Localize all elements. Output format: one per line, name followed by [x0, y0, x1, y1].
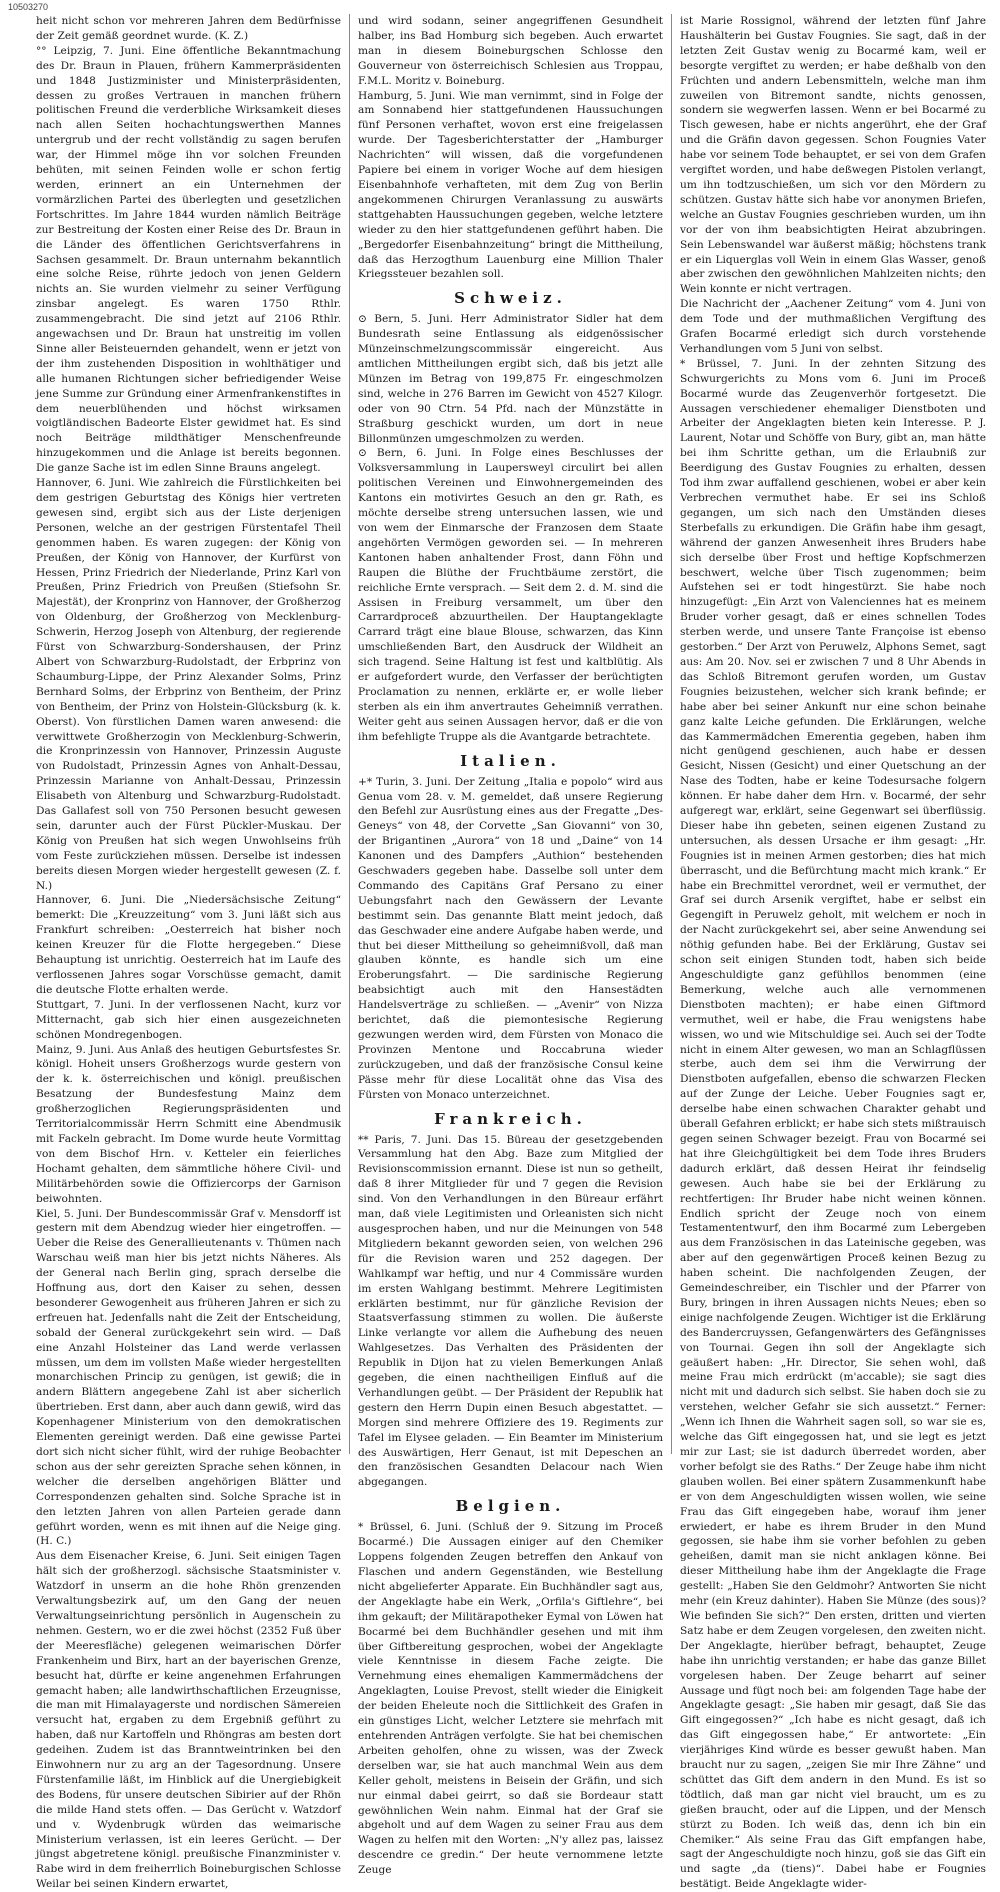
article-paragraph: °° Leipzig, 7. Juni. Eine öffentliche Bekanntmachung des Dr. Braun in Plauen, frühern Kammerpräsidenten und 1848 Justizminister und Ministerpräsidenten, dessen zu großes Vertrauen in manchen frühern politischen Freund die verderbliche Wirksamkeit dieses nach allen Seiten hochachtungswerthen Mannes untergrub und der recht vollständig zu sagen berufen war, der Himmel möge ihn vor solchen Freunden behüten, mit seinen Feinden wolle er schon fertig werden, erinnert an ein Unternehmen der vormärzlichen Partei des überlegten und gesetzlichen Fortschrittes. Im Jahre 1844 wurden nämlich Beiträge zur Bestreitung der Kosten einer Reise des Dr. Braun in die Länder des öffentlichen Gerichtsverfahrens in Sachsen gesammelt. Dr. Braun unternahm bekanntlich eine solche Reise, rührte jedoch von jenen Geldern nichts an. Sie wurden vielmehr zu seiner Verfügung zinsbar angelegt. Es waren 1750 Rthlr. zusammengebracht. Die sind jetzt auf 2106 Rthlr. angewachsen und Dr. Braun hat unstreitig im vollen Sinne aller Beisteuernden gehandelt, wenn er jetzt von der ihm zustehenden Disposition in wohlthätiger und alle humanen Richtungen sicher befriedigender Weise jene Summe zur Gründung einer Armenfrankenstiftes in dem neuerblühenden und höchst wirksamen voigtländischen Badeorte Elster gewidmet hat. Es sind noch Beiträge mildthätiger Menschenfreunde hinzugekommen und die Anlage ist bereits begonnen. Die ganze Sache ist im edlen Sinne Brauns angelegt.: [36, 44, 341, 475]
article-paragraph: Hamburg, 5. Juni. Wie man vernimmt, sind in Folge der am Sonnabend hier stattgefundenen Haussuchungen fünf Personen verhaftet, wovon erst eine freigelassen wurde. Der Tagesberichterstatter der „Hamburger Nachrichten“ will wissen, daß die vorgefundenen Papiere bei einem in voriger Woche auf dem hiesigen Eisenbahnhofe verhafteten, mit dem Zug von Berlin angekommenen Chirurgen Veranlassung zu auswärts stattgehabten Haussuchungen gegeben, welche letztere wieder zu den hier stattgefundenen geführt haben. Die „Bergedorfer Eisenbahnzeitung“ bringt die Mittheilung, daß das Herzogthum Lauenburg eine Million Thaler Kriegssteuer bezahlen soll.: [358, 89, 663, 281]
article-paragraph: Hannover, 6. Juni. Wie zahlreich die Fürstlichkeiten bei dem gestrigen Geburtstag des Königs hier vertreten gewesen sind, ergibt sich aus der Liste derjenigen Personen, welche an der gestrigen Fürstentafel Theil genommen haben. Es waren zugegen: der König von Preußen, der König von Hannover, der Kurfürst von Hessen, Prinz Friedrich der Niederlande, Prinz Karl von Preußen, Prinz Friedrich von Preußen (Stiefsohn Sr. Majestät), der Kronprinz von Hannover, der Großherzog von Oldenburg, der Großherzog von Mecklenburg-Schwerin, Herzog Joseph von Altenburg, der regierende Fürst von Schwarzburg-Sondershausen, der Prinz Albert von Schwarzburg-Rudolstadt, der Erbprinz von Schaumburg-Lippe, der Prinz Alexander Solms, Prinz Bernhard Solms, der Erbprinz von Bentheim, der Prinz von Bentheim, der Prinz von Holstein-Glücksburg (k. k. Oberst). Von fürstlichen Damen waren anwesend: die verwittwete Großherzogin von Mecklenburg-Schwerin, die Kronprinzessin von Hannover, Prinzessin Auguste von Rudolstadt, Prinzessin Agnes von Anhalt-Dessau, Prinzessin Marianne von Anhalt-Dessau, Prinzessin Elisabeth von Altenburg und Schwarzburg-Rudolstadt. Das Gallafest soll von 750 Personen besucht gewesen sein, darunter auch der Fürst Pückler-Muskau. Der König von Preußen hat sich wegen Unwohlseins früh vom Feste zurückziehen müssen. Derselbe ist indessen bereits diesen Morgen wieder hergestellt gewesen (Z. f. N.): [36, 477, 341, 892]
section-heading: Belgien.: [455, 1497, 566, 1516]
article-paragraph: Aus dem Eisenacher Kreise, 6. Juni. Seit einigen Tagen hält sich der großherzogl. sächsische Staatsminister v. Watzdorf in unserm an die hohe Rhön grenzenden Verwaltungsbezirk auf, um den Gang der neuen Verwaltungseinrichtung persönlich in Augenschein zu nehmen. Gestern, wo er die zwei höchst (2352 Fuß über der Meeresfläche) gelegenen weimarischen Dörfer Frankenheim und Birx, hart an der bayerischen Grenze, besucht hat, dürfte er keine angenehmen Erfahrungen gemacht haben; alle landwirthschaftlichen Erzeugnisse, die man mit Himalayagerste und nordischen Sämereien versucht hat, ergaben zu dem Ergebniß geführt zu haben, daß nur Kartoffeln und Rhöngras am besten dort gedeihen. Zudem ist das Branntweintrinken bei den Einwohnern nur zu arg an der Tagesordnung. Unsere Fürstenfamilie läßt, im Hinblick auf die Unergiebigkeit des Bodens, für unsere deutschen Sibirier auf der Rhön die milde Hand stets offen. — Das Gerücht v. Watzdorf und v. Wydenbrugk würden das weimarische Ministerium verlassen, ist ein leeres Gerücht. — Der jüngst abgetretene königl. preußische Finanzminister v. Rabe wird in dem freiherrlich Boineburgischen Schlosse Weilar bei seinen Kindern erwartet,: [36, 1550, 341, 1891]
column-1: [28, 14, 350, 1891]
newspaper-columns: [28, 14, 994, 1891]
article-paragraph: ist Marie Rossignol, während der letzten fünf Jahre Haushälterin bei Gustav Fougnies. Sie sagt, daß in der letzten Zeit Gustav wenig zu Bocarmé kam, weil er besorgte vergiftet zu werden; er habe deßhalb von den Früchten und andern Lebensmitteln, welche man ihm zuweilen von Bitremont sandte, nichts genossen, sondern sie wegwerfen lassen. Wenn er bei Bocarmé zu Tisch gewesen, habe er nichts angerührt, ehe der Graf und die Gräfin davon gegessen. Schon Fougnies Vater habe vor seinem Tode behauptet, er sei von dem Grafen vergiftet worden, und habe deßwegen Pistolen verlangt, um ihn todtzuschießen, um sich vor den Mördern zu schützen. Gustav hätte sich habe vor anonymen Briefen, welche an Gustav Fougnies geschrieben wurden, um ihn vor der von ihm beabsichtigten Heirat abzubringen. Sein Lebenswandel war äußerst mäßig; höchstens trank er ein Liquerglas voll Wein in einem Glas Wasser, genoß aber zwischen den gewöhnlichen Mahlzeiten nichts; den Wein konnte er nicht vertragen.: [680, 15, 986, 296]
article-paragraph: +* Turin, 3. Juni. Der Zeitung „Italia e popolo“ wird aus Genua vom 28. v. M. gemeldet, daß unsere Regierung den Befehl zur Ausrüstung eines aus der Fregatte „Des-Geneys“ von 48, der Corvette „San Giovanni“ von 30, der Brigantinen „Aurora“ von 18 und „Daine“ von 14 Kanonen und des Dampfers „Authion“ bestehenden Geschwaders gegeben habe. Dasselbe soll unter dem Commando des Capitäns Graf Persano zu einer Uebungsfahrt nach den Gewässern der Levante bestimmt sein. Das genannte Blatt meint jedoch, daß das Geschwader eine andere Aufgabe haben werde, und thut bei dieser Mittheilung so geheimnißvoll, daß man glauben könnte, es handle sich um eine Eroberungsfahrt. — Die sardinische Regierung beabsichtigt auch mit den Hansestädten Handelsverträge zu schließen. — „Avenir“ von Nizza berichtet, daß die piemontesische Regierung gezwungen werden wird, dem Fürsten von Monaco die Provinzen Mentone und Roccabruna wieder zurückzugeben, und daß der französische Consul keine Pässe mehr für diese Localität ohne das Visa des Fürsten von Monaco unterzeichnet.: [358, 775, 663, 1101]
column-3: [672, 14, 994, 1891]
article-paragraph: Die Nachricht der „Aachener Zeitung“ vom 4. Juni von dem Tode und der muthmaßlichen Vergiftung des Grafen Bocarmé erledigt sich durch vorstehende Verhandlungen vom 5 Juni von selbst.: [680, 298, 986, 355]
article-paragraph: Kiel, 5. Juni. Der Bundescommissär Graf v. Mensdorff ist gestern mit dem Abendzug wieder hier eingetroffen. — Ueber die Reise des Generallieutenants v. Thümen nach Warschau weiß man hier bis jetzt nichts Näheres. Als der General nach Berlin ging, sprach derselbe die Hoffnung aus, dort den Kaiser zu sehen, dessen besonderer Gewogenheit aus früheren Jahren er sich zu erfreuen hat. Jedenfalls naht die Zeit der Entscheidung, sobald der General zurückgekehrt sein wird. — Daß eine Anzahl Holsteiner das Land werde verlassen müssen, um dem im vollsten Maße wieder hergestellten monarchischen Princip zu genügen, ist gewiß; die in andern Blättern angegebene Zahl ist aber sicherlich übertrieben. Erst dann, aber auch dann gewiß, wird das Kopenhagener Ministerium von den demokratischen Elementen gereinigt werden. Daß eine gewisse Partei dort sich nicht sicher fühlt, wird der ruhige Beobachter schon aus der sehr gereizten Sprache sehen können, in welcher die derselben angehörigen Blätter und Correspondenzen gehalten sind. Solche Sprache ist in den letzten Jahren von allen Parteien gerade dann geführt worden, wenn es mit ihnen auf die Neige ging. (H. C.): [36, 1207, 341, 1548]
section-heading: Frankreich.: [434, 1109, 587, 1128]
section-heading: Italien.: [460, 751, 561, 770]
article-paragraph: heit nicht schon vor mehreren Jahren dem Bedürfnisse der Zeit gemäß geordnet wurde. (K. Z.): [36, 15, 341, 42]
page-number: 10503270: [8, 2, 49, 12]
article-paragraph: ⊙ Bern, 5. Juni. Herr Administrator Sidler hat dem Bundesrath seine Entlassung als eidgenössischer Münzeinschmelzungscommissär eingereicht. Aus amtlichen Mittheilungen ergibt sich, daß bis jetzt alle Münzen im Betrag von 199,875 Fr. eingeschmolzen sind, welche in 276 Barren im Gewicht von 4527 Kilogr. oder von 90 Ctrn. 54 Pfd. nach der Münzstätte in Straßburg geschickt wurden, um dort in neue Billonmünzen umgeschmolzen zu werden.: [358, 313, 663, 445]
article-paragraph: Mainz, 9. Juni. Aus Anlaß des heutigen Geburtsfestes Sr. königl. Hoheit unsers Großherzogs wurde gestern von der k. k. österreichischen und königl. preußischen Besatzung der Bundesfestung Mainz dem großherzoglichen Regierungspräsidenten und Territorialcommissär Herrn Schmitt eine Abendmusik mit Fackeln gebracht. Im Dome wurde heute Vormittag von dem Bischof Hrn. v. Ketteler ein feierliches Hochamt gehalten, dem sämmtliche höhere Civil- und Militärbehörden sowie die Offiziercorps der Garnison beiwohnten.: [36, 1043, 341, 1205]
article-paragraph: und wird sodann, seiner angegriffenen Gesundheit halber, ins Bad Homburg sich begeben. Auch erwartet man in diesem Boineburgschen Schlosse den Gouverneur von österreichisch Schlesien aus Troppau, F.M.L. Moritz v. Boineburg.: [358, 15, 663, 87]
section-heading: Schweiz.: [454, 289, 567, 308]
article-paragraph: * Brüssel, 6. Juni. (Schluß der 9. Sitzung im Proceß Bocarmé.) Die Aussagen einiger auf den Chemiker Loppens folgenden Zeugen betreffen den Ankauf von Flaschen und andern Gegenständen, wie Bestellung nicht abgelieferter Apparate. Ein Buchhändler sagt aus, der Angeklagte habe ein Werk, „Orfila's Giftlehre“, bei ihm gekauft; der Militärapotheker Eymal von Löwen hat Bocarmé bei dem Buchhändler gesehen und mit ihm über Giftbereitung gesprochen, wobei der Angeklagte viele Kenntnisse in diesem Fache zeigte. Die Vernehmung eines ehemaligen Kammermädchens der Angeklagten, Louise Prevost, stellt wieder die Einigkeit der beiden Eheleute noch die Sittlichkeit des Grafen in ein günstiges Licht, welcher Letztere sie mehrfach mit entehrenden Anträgen verfolgte. Sie hat bei chemischen Arbeiten geholfen, ohne zu wissen, was der Zweck derselben war, sie hat auch manchmal Wein aus dem Keller geholt, meistens in Beisein der Gräfin, und sich nur einmal dabei geirrt, so daß sie Bordeaur statt gewöhnlichen Wein nahm. Einmal hat der Graf sie abgeholt und auf dem Wagen zu seiner Frau aus dem Wagen zu helfen mit den Worten: „N'y allez pas, laissez descendre ce gredin.“ Der heute vernommene letzte Zeuge: [358, 1521, 663, 1877]
article-paragraph: * Brüssel, 7. Juni. In der zehnten Sitzung des Schwurgerichts zu Mons vom 6. Juni im Proceß Bocarmé wurde das Zeugenverhör fortgesetzt. Die Aussagen verschiedener ehemaliger Dienstboten und Arbeiter der Angeklagten bieten kein Interesse. P. J. Laurent, Notar und Schöffe von Bury, gibt an, man hätte bei ihm Schritte gethan, um die Erlaubniß zur Beerdigung des Gustav Fougnies zu erhalten, dessen Tod ihm zwar auffallend geschienen, wobei er aber kein Verbrechen vermuthet habe. Er sei ins Schloß gegangen, um sich nach den Umständen dieses Sterbefalls zu erkundigen. Die Gräfin habe ihm gesagt, während der ganzen Anwesenheit ihres Bruders habe sich derselbe über Frost und heftige Kopfschmerzen beschwert, welche über Tisch zugenommen; beim Aufstehen sei er todt hingestürzt. Sie habe noch hinzugefügt: „Ein Arzt von Valenciennes hat es meinem Bruder vorher gesagt, daß er eines schnellen Todes sterben werde, und unsere Tante Françoise ist ebenso gestorben.“ Der Arzt von Peruwelz, Alphons Semet, sagt aus: Am 20. Nov. sei er zwischen 7 und 8 Uhr Abends in das Schloß Bitremont gerufen worden, um Gustav Fougnies beizustehen, welcher sich krank befinde; er habe aber bei seiner Ankunft nur eine schon beinahe ganz kalte Leiche gefunden. Die Erklärungen, welche das Kammermädchen Emerentia gegeben, haben ihm nicht genügend geschienen, auch habe er dessen Gesicht, Nissen (Gesicht) und einer Quetschung an der Nase des Todten, habe er keine Todesursache folgern können. Er habe daher dem Hrn. v. Bocarmé, der sehr aufgeregt war, erklärt, seine Gegenwart sei überflüssig. Dieser habe ihn gebeten, seinen eigenen Zustand zu untersuchen, als dessen Ursache er ihm gesagt: „Hr. Fougnies ist in meinen Armen gestorben; dies hat mich überrascht, und die Befürchtung macht mich krank.“ Er habe ein Brechmittel verordnet, weil er vermuthet, der Graf sei durch Arsenik vergiftet, habe er selbst ein Gegengift in Peruwelz geholt, mit welchem er noch in der Nacht zurückgekehrt sei, aber seine Anwendung sei nöthig gefunden habe. Bei der Erklärung, Gustav sei schon seit einigen Stunden todt, haben sich beide Angeschuldigte ganz gefühllos benommen (eine Bemerkung, welche auch alle vernommenen Dienstboten machten); er habe einen Giftmord vermuthet, weil er habe, die Frau wenigstens habe wissen, wo und wie Mitschuldige sei. Auch sei der Todte nicht in einem Alter gewesen, wo man an Schlagflüssen sterbe, auch dem sei ihm die Verwirrung der Dienstboten aufgefallen, ebenso die schwarzen Flecken auf der Zunge der Leiche. Ueber Fougnies sagt er, derselbe habe einen schwachen Charakter gehabt und überall Gefahren erblickt; er habe sich stets mißtrauisch gegen seinen Schwager bezeigt. Frau von Bocarmé sei hat ihre Gleichgültigkeit bei dem Tode ihres Bruders dadurch erklärt, daß dessen Heirat ihr feindselig gewesen. Auch habe sie bei der Erklärung zu rechtfertigen: Ihr Bruder habe nicht weinen können. Endlich spricht der Zeuge noch von einem Testamententwurf, den ihm Bocarmé zum Lebergeben aus dem Französischen in das Lateinische gegeben, was aber auf den gegenwärtigen Proceß keinen Bezug zu haben scheint. Die nachfolgenden Zeugen, der Gemeindeschreiber, ein Tischler und der Pfarrer von Bury, bringen in ihren Aussagen nichts Neues; eben so einige nachfolgende Zeugen. Wichtiger ist die Erklärung des Bandercruyssen, Gefangenwärters des Gefängnisses von Tournai. Gegen ihn soll der Angeklagte sich geäußert haben: „Hr. Director, Sie sehen wohl, daß meine Frau mich erdrückt (m'accable); sie sagt dies nicht mit und dadurch sich selbst. Sie haben doch sie zu verstehen, welcher Gefahr sie sich aussetzt.“ Ferner: „Wenn ich Ihnen die Wahrheit sagen soll, so war sie es, welche das Gift eingegossen hat, und sie legt es jetzt mir zur Last; sie ist dadurch überredet worden, aber vorher befolgt sie des Raths.“ Der Zeuge habe ihm nicht glauben wollen. Bei einer spätern Zusammenkunft habe er von dem Angeschuldigten wissen wollen, wie seine Frau das Gift eingegeben habe, worauf ihm jener erwiedert, er habe es ihrem Bruder in den Mund gegossen, sie habe ihm sie vorher befohlen zu geben geheißen, damit man sie nicht anklagen könne. Bei dieser Mittheilung habe ihm der Angeklagte die Frage gestellt: „Haben Sie den Geldmohr? Antworten Sie nicht mehr (ein Kreuz dahinter). Haben Sie Münze (des sous)? Wie befinden Sie sich?“ Den ersten, dritten und vierten Satz habe er dem Zeugen vorgelesen, den zweiten nicht. Der Angeklagte, hierüber befragt, behauptet, Zeuge habe ihn unrichtig verstanden; er habe das ganze Billet vorgelesen haben. Der Zeuge beharrt auf seiner Aussage und fügt noch bei: am folgenden Tage habe der Angeklagte gesagt: „Sie haben mir gesagt, daß Sie das Gift eingegossen?“ „Ich habe es nicht gesagt, daß ich das Gift eingegossen habe,“ Er antwortete: „Ein vierjähriges Kind würde es besser gewußt haben. Man braucht nur zu sagen, „zeigen Sie mir Ihre Zähne“ und schüttet das Gift dem andern in den Mund. Es ist so tödtlich, daß man gar nicht viel braucht, um es zu gießen braucht, oder auf die Lippen, und der Mensch stürzt zu Boden. Ich weiß das, denn ich bin ein Chemiker.“ Als seine Frau das Gift empfangen habe, sagt der Angeschuldigte noch hinzu, goß sie das Gift ein und sagte „da (tiens)“. Dabei habe er Fougnies bestätigt. Beide Angeklagte wider-: [680, 357, 986, 1891]
article-paragraph: Stuttgart, 7. Juni. In der verflossenen Nacht, kurz vor Mitternacht, gab sich hier einen ausgezeichneten schönen Mondregenbogen.: [36, 998, 341, 1041]
column-2: [350, 14, 672, 1877]
article-paragraph: ⊙ Bern, 6. Juni. In Folge eines Beschlusses der Volksversammlung in Laupersweyl circulirt bei allen politischen Vereinen und Einwohnergemeinden des Kantons ein motivirtes Gesuch an den gr. Rath, es möchte derselbe streng untersuchen lassen, wie und von wem der Einmarsche der Franzosen dem Staate angehörten Vermögen geworden sei. — In mehreren Kantonen haben anhaltender Frost, dann Föhn und Raupen die Blüthe der Fruchtbäume zerstört, die reichliche Ernte versprach. — Seit dem 2. d. M. sind die Assisen in Freiburg versammelt, um über den Carrardproceß abzuurtheilen. Der Hauptangeklagte Carrard trägt eine blaue Blouse, schwarzen, das Kinn umschließenden Bart, den Ausdruck der Wildheit an sich tragend. Seine Haltung ist fest und kaltblütig. Als er aufgefordert wurde, den Verfasser der berüchtigten Proclamation zu nennen, erklärte er, er wolle lieber sterben als ein ihm anvertrautes Geheimniß verrathen. Weiter geht aus seinen Aussagen hervor, daß er die von ihm befehligte Truppe als die Avantgarde betrachtete.: [358, 447, 663, 743]
article-paragraph: ** Paris, 7. Juni. Das 15. Büreau der gesetzgebenden Versammlung hat den Abg. Baze zum Mitglied der Revisionscommission ernannt. Diese ist nun so getheilt, daß 8 ihrer Mitglieder für und 7 gegen die Revision sind. Von den Verhandlungen in den Büreaur erfährt man, daß viele Legitimisten und Orleanisten sich nicht ausgesprochen haben, und nur die Meinungen von 548 Mitgliedern bekannt geworden seien, von welchen 296 für die Revision waren und 252 dagegen. Der Wahlkampf war heftig, und nur 4 Commissäre wurden im ersten Wahlgang bestimmt. Mehrere Legitimisten erklärten bestimmt, nur für gänzliche Revision der Staatsverfassung stimmen zu wollen. Die äußerste Linke verlangte vor allem die Aufhebung des neuen Wahlgesetzes. Das Verhalten des Präsidenten der Republik in Dijon hat zu vielen Bemerkungen Anlaß gegeben, die einen nachtheiligen Einfluß auf die Verhandlungen geübt. — Der Präsident der Republik hat gestern den Herrn Dupin einen Besuch abgestattet. — Morgen sind mehrere Offiziere des 19. Regiments zur Tafel im Elysee geladen. — Ein Beamter im Ministerium des Auswärtigen, Herr Genaut, ist mit Depeschen an den französischen Gesandten Delacour nach Wien abgegangen.: [358, 1133, 663, 1489]
article-paragraph: Hannover, 6. Juni. Die „Niedersächsische Zeitung“ bemerkt: Die „Kreuzzeitung“ vom 3. Juni läßt sich aus Frankfurt schreiben: „Oesterreich hat bisher noch keinen Kreuzer für die Flotte hergegeben.“ Diese Behauptung ist unrichtig. Oesterreich hat im Laufe des verflossenen Jahres sogar Vorschüsse gemacht, damit die deutsche Flotte erhalten werde.: [36, 894, 341, 996]
